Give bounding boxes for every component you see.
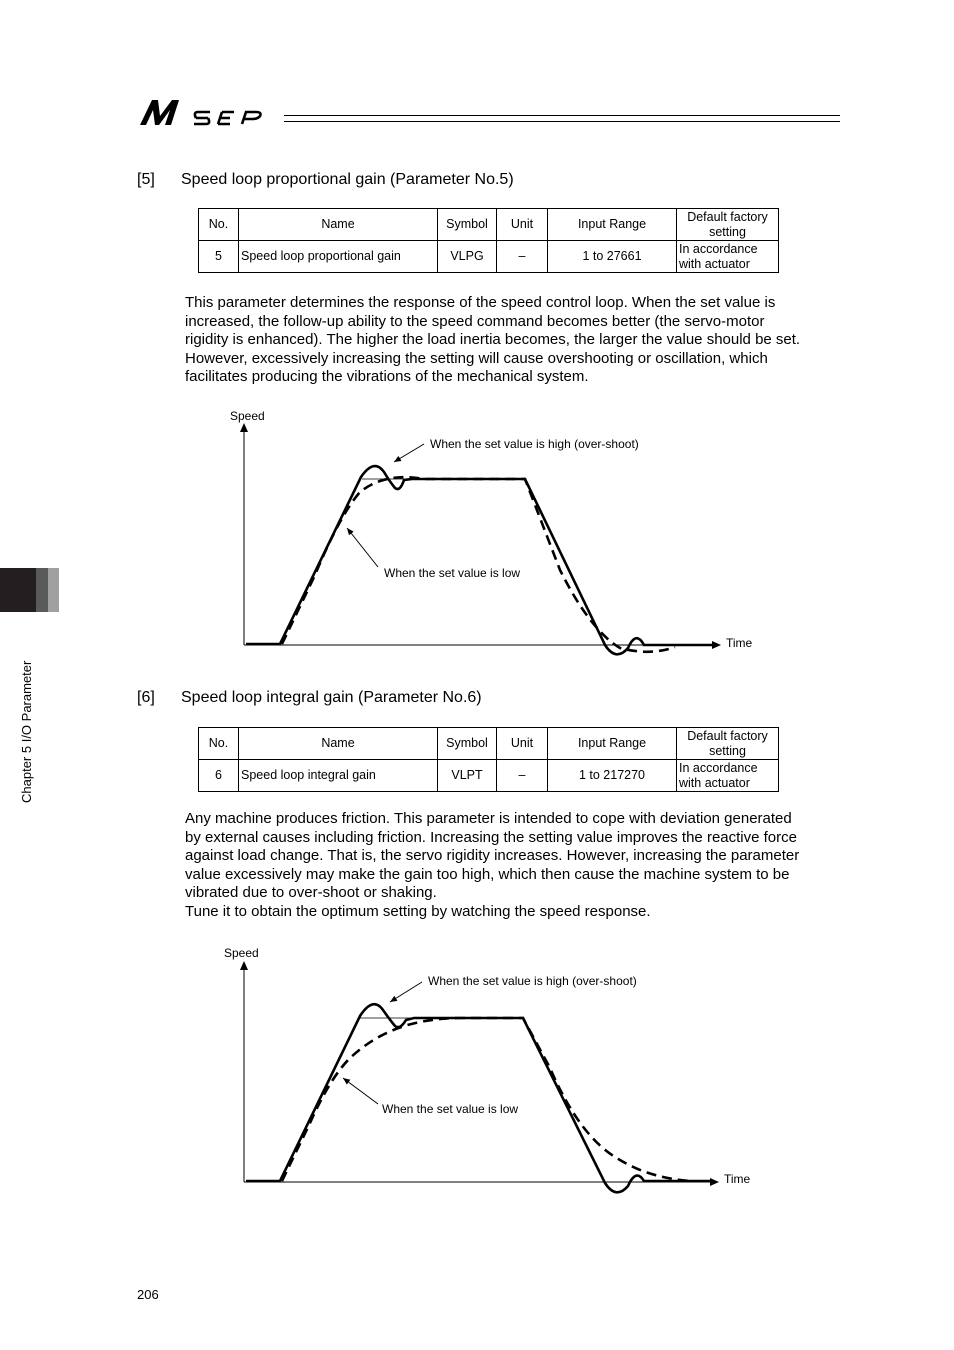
col-unit-header: Unit	[497, 209, 548, 241]
para-line: facilitates producing the vibrations of the mechanical system.	[185, 368, 589, 385]
default-header-line2: setting	[709, 743, 746, 758]
high-gain-label: When the set value is high (over-shoot)	[430, 437, 639, 451]
chapter-tab-dark	[0, 568, 36, 612]
high-gain-curve	[246, 466, 715, 654]
para-line: value excessively may make the gain too high, which then cause the machine system to be	[185, 865, 790, 883]
col-unit-header: Unit	[497, 728, 548, 760]
speed-label: Speed	[230, 409, 265, 423]
low-gain-curve	[282, 477, 675, 652]
table-row	[199, 760, 779, 792]
chapter-tab-mid	[36, 568, 48, 612]
section5-number: [5]	[137, 171, 155, 188]
col-range-header: Input Range	[548, 728, 677, 760]
para-line: This parameter determines the response of the speed control loop. When the set value is	[185, 294, 776, 311]
section5-title-text: Speed loop proportional gain (Parameter No.5)	[181, 171, 514, 188]
section6-number: [6]	[137, 689, 155, 706]
cell-default-line1: In accordance	[679, 242, 758, 257]
section6-paragraph	[185, 810, 855, 921]
cell-default	[677, 241, 779, 273]
col-range-header: Input Range	[548, 209, 677, 241]
high-gain-pointer	[394, 444, 424, 462]
cell-range: 1 to 27661	[548, 241, 677, 273]
para-line: against load change. That is, the servo rigidity increases. However, increasing the parameter	[185, 847, 800, 864]
low-gain-curve	[282, 1018, 690, 1181]
para-line: Any machine produces friction. This parameter is intended to cope with deviation generated	[185, 810, 792, 827]
para-line: by external causes including friction. Increasing the setting value improves the reactive force	[185, 828, 797, 846]
msep-logo	[138, 92, 278, 132]
cell-no: 5	[199, 241, 239, 273]
para-line: rigidity is enhanced). The higher the load inertia becomes, the larger the value should be set.	[185, 331, 801, 348]
low-gain-pointer	[343, 1078, 378, 1104]
para-line: However, excessively increasing the setting will cause overshooting or oscillation, which	[185, 349, 768, 367]
col-name-header: Name	[239, 209, 438, 241]
time-label: Time	[726, 636, 753, 650]
cell-default-line1: In accordance	[679, 761, 758, 776]
chapter-label-text: Chapter 5 I/O Parameter	[19, 660, 34, 803]
cell-unit: –	[497, 760, 548, 792]
cell-default-line2: with actuator	[679, 775, 750, 790]
para-line: vibrated due to over-shoot or shaking.	[185, 884, 437, 901]
header-rule-bottom	[284, 121, 840, 122]
cell-symbol: VLPG	[438, 241, 497, 273]
cell-symbol: VLPT	[438, 760, 497, 792]
table-header-row	[199, 728, 779, 760]
section6-speed-diagram	[200, 938, 760, 1208]
high-gain-curve	[246, 1004, 713, 1192]
cell-default	[677, 760, 779, 792]
low-gain-label: When the set value is low	[384, 566, 521, 580]
section5-paragraph	[185, 294, 855, 387]
para-line: increased, the follow-up ability to the speed command becomes better (the servo-motor	[185, 312, 765, 330]
col-symbol-header: Symbol	[438, 728, 497, 760]
chapter-side-label	[19, 625, 35, 805]
speed-label: Speed	[224, 946, 259, 960]
cell-name: Speed loop integral gain	[239, 760, 438, 792]
default-header-line1: Default factory	[687, 729, 768, 744]
section6-title-text: Speed loop integral gain (Parameter No.6)	[181, 689, 482, 706]
section5-title	[137, 171, 514, 189]
cell-unit: –	[497, 241, 548, 273]
cell-range: 1 to 217270	[548, 760, 677, 792]
col-no-header: No.	[199, 728, 239, 760]
col-symbol-header: Symbol	[438, 209, 497, 241]
cell-default-line2: with actuator	[679, 256, 750, 271]
section6-param-table	[198, 727, 779, 792]
col-name-header: Name	[239, 728, 438, 760]
high-gain-label: When the set value is high (over-shoot)	[428, 974, 637, 988]
table-row	[199, 241, 779, 273]
col-no-header: No.	[199, 209, 239, 241]
low-gain-pointer	[347, 528, 378, 567]
default-header-line2: setting	[709, 224, 746, 239]
col-default-header	[677, 728, 779, 760]
time-label: Time	[724, 1172, 751, 1186]
high-gain-pointer	[390, 982, 422, 1002]
cell-no: 6	[199, 760, 239, 792]
table-header-row	[199, 209, 779, 241]
chapter-tab-light	[48, 568, 59, 612]
section6-title	[137, 689, 482, 707]
header-rule-top	[284, 115, 840, 116]
default-header-line1: Default factory	[687, 210, 768, 225]
low-gain-label: When the set value is low	[382, 1102, 519, 1116]
cell-name: Speed loop proportional gain	[239, 241, 438, 273]
col-default-header	[677, 209, 779, 241]
section5-param-table	[198, 208, 779, 273]
section5-speed-diagram	[200, 400, 760, 670]
page-number: 206	[137, 1287, 159, 1302]
para-line: Tune it to obtain the optimum setting by watching the speed response.	[185, 902, 651, 920]
